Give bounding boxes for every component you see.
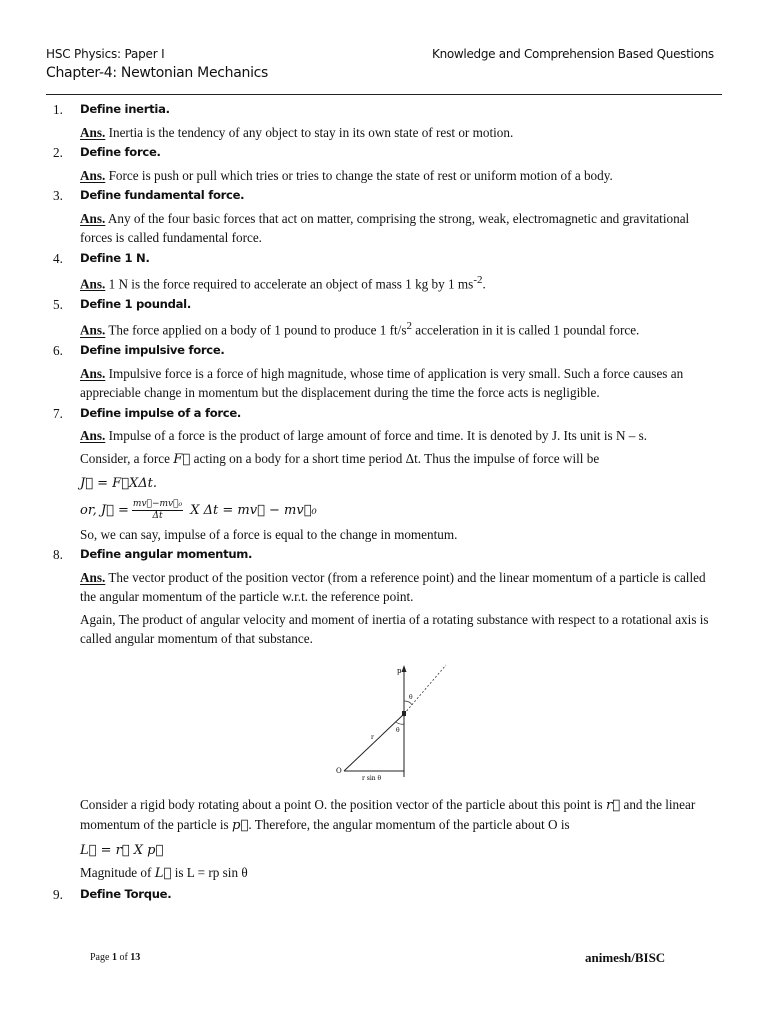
question-item bbox=[46, 295, 722, 340]
label-theta-upper: θ bbox=[409, 693, 413, 701]
consider-end: acting on a body for a short time period Δt. Thus the impulse of force will be bbox=[190, 450, 600, 466]
answer-text bbox=[80, 568, 722, 607]
question-text: Define impulsive force. bbox=[80, 343, 225, 358]
theta-arc-lower bbox=[396, 722, 404, 724]
question-number: 7. bbox=[53, 405, 63, 421]
label-rsin: r sin θ bbox=[362, 774, 382, 782]
answer-end: . bbox=[482, 276, 486, 292]
impulse-equation-expanded bbox=[80, 499, 722, 522]
rigid-end: . Therefore, the angular momentum of the particle about O is bbox=[248, 817, 570, 833]
answer-body: Inertia is the tendency of any object to stay in its own state of rest or motion. bbox=[105, 124, 514, 140]
p-vector-symbol: p⃗ bbox=[232, 818, 249, 834]
rigid-start: Consider a rigid body rotating about a point O. the position vector of the particle about this point is bbox=[80, 796, 606, 812]
answer-text bbox=[80, 209, 722, 248]
answer-body: Force is push or pull which tries or tries to change the state of rest or uniform motion of a body. bbox=[105, 167, 613, 183]
header-section: Knowledge and Comprehension Based Questions bbox=[432, 47, 714, 61]
question-item bbox=[46, 885, 722, 905]
header-rule bbox=[46, 94, 722, 95]
dashed-extension-line bbox=[404, 665, 446, 714]
answer-body: Impulsive force is a force of high magnitude, whose time of application is very small. Such a force causes an appreciable change in momentum but the displacement during the time the force acts is negligible. bbox=[80, 365, 684, 401]
answer-label: Ans. bbox=[80, 210, 106, 226]
conclusion-text: So, we can say, impulse of a force is equal to the change in momentum. bbox=[80, 526, 458, 542]
rigid-middle: and the linear momentum of the particle is bbox=[80, 796, 696, 833]
page-of: of bbox=[116, 952, 131, 963]
fraction-numerator: mv⃗−mv⃗₀ bbox=[132, 498, 183, 509]
particle-marker bbox=[402, 711, 406, 716]
answer-text bbox=[80, 271, 722, 294]
theta-arc-upper bbox=[404, 701, 412, 705]
l-vector-symbol: L⃗ bbox=[154, 866, 172, 882]
magnitude-end: is L = rp sin θ bbox=[171, 865, 248, 881]
question-list bbox=[46, 99, 722, 904]
question-number: 6. bbox=[53, 343, 63, 359]
magnitude-start: Magnitude of bbox=[80, 865, 155, 881]
question-item bbox=[46, 186, 722, 248]
chapter-title: Chapter-4: Newtonian Mechanics bbox=[46, 65, 269, 81]
answer-end: acceleration in it is called 1 poundal force. bbox=[411, 322, 640, 338]
question-item bbox=[46, 404, 722, 545]
page-number bbox=[90, 952, 140, 963]
magnitude-text bbox=[80, 863, 722, 884]
question-text: Define inertia. bbox=[80, 102, 170, 116]
question-text: Define fundamental force. bbox=[80, 188, 245, 202]
question-number: 5. bbox=[53, 296, 63, 312]
equation-rhs: X Δt = mv⃗ − mv⃗₀ bbox=[186, 502, 317, 518]
unit-exponent: 2 bbox=[406, 320, 412, 333]
question-number: 8. bbox=[53, 547, 63, 563]
current-page: 1 bbox=[111, 952, 117, 963]
question-number: 3. bbox=[53, 188, 63, 203]
question-text: Define angular momentum. bbox=[80, 547, 253, 562]
fraction-denominator: Δt bbox=[152, 510, 163, 521]
answer-label: Ans. bbox=[80, 365, 106, 381]
momentum-arrowhead bbox=[402, 665, 407, 672]
question-text: Define Torque. bbox=[80, 886, 172, 901]
fraction bbox=[132, 499, 183, 522]
force-vector-symbol: F⃗ bbox=[173, 451, 191, 467]
question-number: 2. bbox=[53, 145, 63, 160]
answer-body: The vector product of the position vector (from a reference point) and the linear momentum of a particle is called the angular momentum of the particle w.r.t. the reference point. bbox=[80, 569, 706, 605]
header-subject: HSC Physics: Paper I bbox=[46, 47, 165, 61]
label-o: O bbox=[336, 766, 342, 775]
question-item bbox=[46, 100, 722, 142]
answer-text bbox=[80, 426, 722, 446]
unit-exponent: -2 bbox=[473, 274, 483, 286]
answer-body: 1 N is the force required to accelerate an object of mass 1 kg by 1 ms bbox=[105, 276, 474, 292]
question-number: 4. bbox=[53, 250, 63, 266]
answer-label: Ans. bbox=[80, 276, 106, 292]
answer-text bbox=[80, 123, 722, 143]
consider-start: Consider, a force bbox=[80, 450, 174, 466]
question-item bbox=[46, 341, 722, 403]
answer-label: Ans. bbox=[80, 167, 106, 183]
answer-text bbox=[80, 317, 722, 340]
answer-label: Ans. bbox=[80, 428, 106, 444]
position-vector-line bbox=[344, 714, 404, 771]
answer-text bbox=[80, 166, 722, 186]
question-number: 1. bbox=[53, 102, 63, 117]
answer-label: Ans. bbox=[80, 124, 106, 140]
answer-text bbox=[80, 364, 722, 403]
question-item bbox=[46, 545, 722, 884]
label-p: p bbox=[397, 666, 402, 675]
author-credit: animesh/BISC bbox=[585, 950, 666, 965]
question-text: Define 1 poundal. bbox=[80, 296, 191, 311]
question-item bbox=[46, 249, 722, 294]
equation-lhs: or, J⃗ = bbox=[80, 502, 129, 518]
answer-body: Any of the four basic forces that act on matter, comprising the strong, weak, electromagnetic and gravitational forces is called fundamental force. bbox=[80, 210, 690, 245]
answer-body: Impulse of a force is the product of large amount of force and time. It is denoted by J. Its unit is N – s. bbox=[105, 428, 648, 444]
page-label: Page bbox=[90, 952, 112, 963]
again-text: Again, The product of angular velocity and moment of inertia of a rotating substance with respect to a rotational axis is called angular momentum of that substance. bbox=[80, 611, 709, 647]
r-vector-symbol: r⃗ bbox=[605, 797, 621, 813]
question-text: Define impulse of a force. bbox=[80, 405, 242, 420]
label-r: r bbox=[371, 733, 374, 741]
question-text: Define force. bbox=[80, 145, 161, 159]
impulse-equation: J⃗ = F⃗XΔt. bbox=[80, 476, 157, 492]
label-theta-lower: θ bbox=[396, 726, 400, 734]
rigid-body-text bbox=[80, 795, 722, 836]
answer-label: Ans. bbox=[80, 322, 106, 338]
answer-label: Ans. bbox=[80, 569, 106, 585]
angular-momentum-diagram bbox=[334, 659, 464, 789]
question-item bbox=[46, 143, 722, 185]
total-pages: 13 bbox=[130, 952, 141, 963]
question-number: 9. bbox=[53, 886, 63, 902]
angular-momentum-equation: L⃗ = r⃗ X p⃗ bbox=[80, 842, 164, 858]
question-text: Define 1 N. bbox=[80, 250, 150, 265]
answer-body: The force applied on a body of 1 pound to produce 1 ft/s bbox=[105, 322, 407, 338]
consider-text bbox=[80, 449, 722, 470]
